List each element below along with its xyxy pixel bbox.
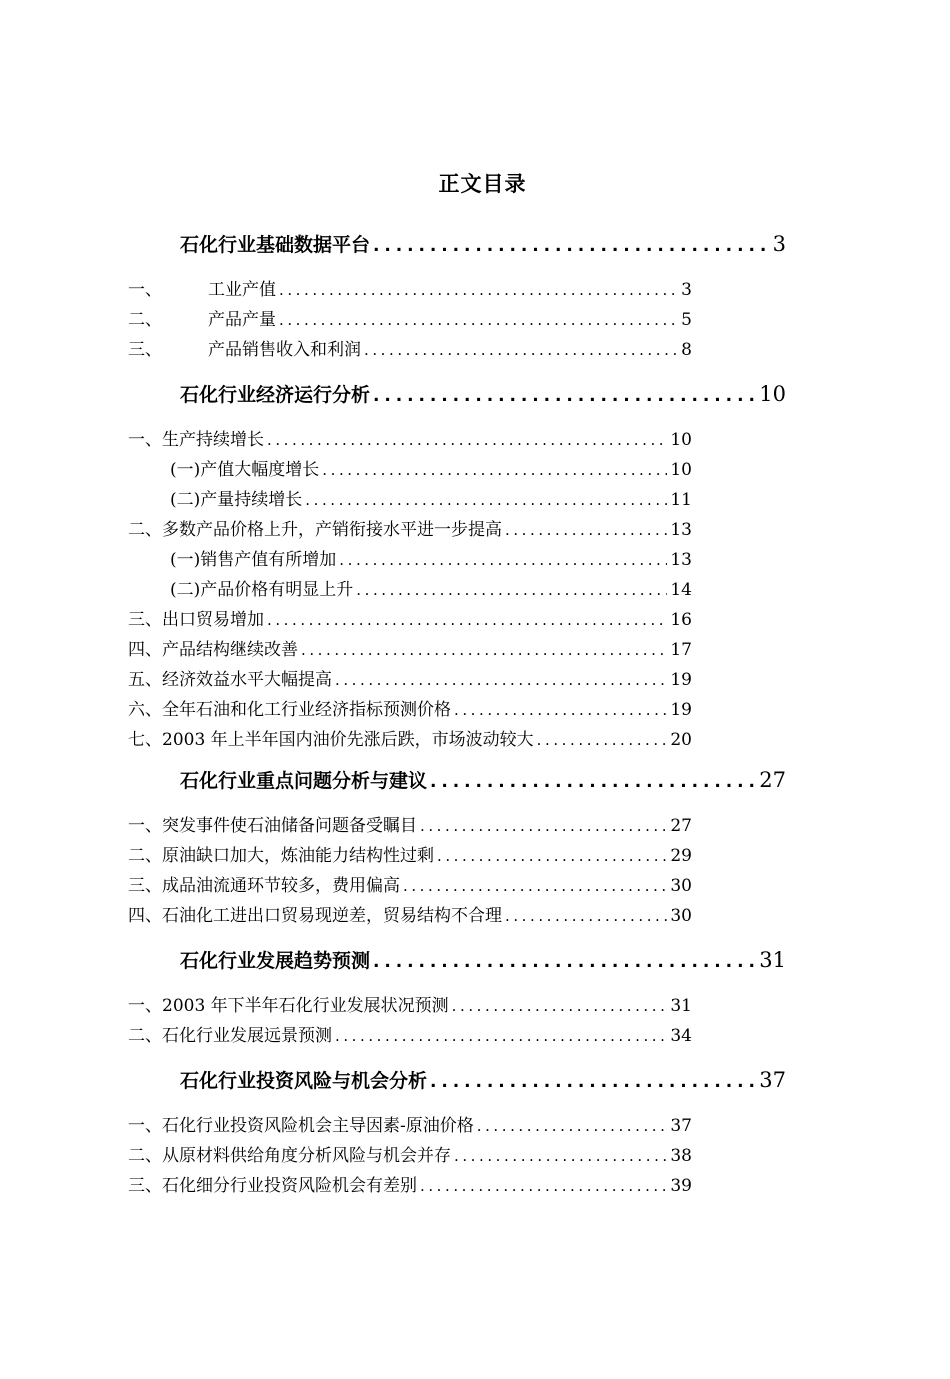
toc-item-label: 2003 年上半年国内油价先涨后跌，市场波动较大 [162,730,534,750]
toc-item-row[interactable] [128,335,692,360]
toc-item-row[interactable] [128,665,692,690]
toc-leader-dots [437,847,667,865]
toc-item-row[interactable] [128,871,692,896]
toc-item-label: 全年石油和化工行业经济指标预测价格 [162,700,451,720]
toc-page-number: 8 [681,340,692,360]
toc-item-index: 二、 [128,1146,162,1166]
toc-leader-dots [267,431,667,449]
toc-leader-dots [420,1177,667,1195]
toc-page-number: 37 [670,1116,692,1136]
toc-item-label: (二)产品价格有明显上升 [170,580,354,600]
toc-leader-dots [420,817,667,835]
toc-page-number: 10 [670,460,692,480]
toc-item-row[interactable] [170,485,692,510]
toc-item-row[interactable] [128,901,692,926]
toc-leader-dots [430,1072,756,1092]
toc-item-text [128,635,298,660]
toc-page-number: 16 [670,610,692,630]
toc-page-number: 29 [670,846,692,866]
toc-item-label: 出口贸易增加 [162,610,264,630]
toc-item-label: 成品油流通环节较多，费用偏高 [162,876,400,896]
toc-item-text [128,841,434,866]
toc-leader-dots [305,491,667,509]
toc-item-index: 二、 [128,520,162,540]
toc-chapter-row[interactable] [180,230,786,257]
page-title: 正文目录 [438,172,527,196]
toc-item-text [128,515,502,540]
toc-item-text [128,1021,332,1046]
toc-chapter-row[interactable] [180,766,786,793]
toc-leader-dots [301,641,667,659]
toc-leader-dots [373,236,770,256]
toc-item-label: (二)产量持续增长 [170,490,303,510]
toc-item-row[interactable] [170,575,692,600]
toc-item-label: 2003 年下半年石化行业发展状况预测 [162,996,449,1016]
toc-page-number: 3 [772,232,786,256]
toc-leader-dots [537,731,668,749]
toc-item-row[interactable] [128,1141,692,1166]
toc-leader-dots [430,772,756,792]
toc-item-index: 二、 [128,846,162,866]
toc-item-row[interactable] [128,425,692,450]
toc-item-label: 从原材料供给角度分析风险与机会并存 [162,1146,451,1166]
toc-leader-dots [454,701,667,719]
toc-leader-dots [335,1027,667,1045]
toc-item-text [128,725,534,750]
toc-item-text [128,305,276,330]
toc-page-number: 34 [670,1026,692,1046]
toc-item-row[interactable] [128,605,692,630]
toc-leader-dots [339,551,667,569]
toc-item-row[interactable] [128,695,692,720]
toc-chapter-row[interactable] [180,946,786,973]
toc-item-label: 生产持续增长 [162,430,264,450]
toc-page-number: 10 [759,382,786,406]
toc-page-number: 10 [670,430,692,450]
toc-item-label: 产品产量 [208,310,276,330]
toc-item-index: 三、 [128,876,162,896]
toc-item-row[interactable] [128,725,692,750]
toc-item-label: 石化行业发展远景预测 [162,1026,332,1046]
toc-item-row[interactable] [128,305,692,330]
toc-chapter-title: 石化行业重点问题分析与建议 [180,770,428,792]
toc-item-index: 六、 [128,700,162,720]
toc-item-label: (一)销售产值有所增加 [170,550,337,570]
toc-leader-dots [477,1117,668,1135]
toc-page-number: 17 [670,640,692,660]
toc-item-label: 突发事件使石油储备问题备受瞩目 [162,816,417,836]
toc-item-row[interactable] [128,1021,692,1046]
toc-item-label: 产品销售收入和利润 [208,340,361,360]
toc-item-text [128,335,361,360]
toc-page-number: 13 [670,520,692,540]
toc-item-row[interactable] [128,841,692,866]
toc-item-index: 三、 [128,610,162,630]
toc-leader-dots [403,877,667,895]
toc-page-number: 39 [670,1176,692,1196]
toc-leader-dots [454,1147,667,1165]
toc-item-text [128,605,264,630]
toc-item-row[interactable] [128,811,692,836]
toc-item-label: (一)产值大幅度增长 [170,460,320,480]
toc-leader-dots [279,281,678,299]
toc-chapter-title: 石化行业基础数据平台 [180,234,371,256]
toc-page-number: 37 [759,1068,786,1092]
toc-item-index: 一、 [128,280,162,300]
toc-item-label: 石化细分行业投资风险机会有差别 [162,1176,417,1196]
toc-page-number: 11 [670,490,692,510]
toc-item-text [128,665,332,690]
toc-item-text [128,871,400,896]
toc-item-row[interactable] [128,991,692,1016]
toc-item-index: 一、 [128,996,162,1016]
toc-item-text [128,1171,417,1196]
toc-chapter-row[interactable] [180,1066,786,1093]
toc-page-number: 5 [681,310,692,330]
toc-page-number: 27 [759,768,786,792]
toc-item-row[interactable] [128,635,692,660]
toc-item-label: 经济效益水平大幅提高 [162,670,332,690]
toc-item-text [128,811,417,836]
toc-item-index: 七、 [128,730,162,750]
toc-item-row[interactable] [170,455,692,480]
toc-page-number: 19 [670,700,692,720]
toc-chapter-row[interactable] [180,380,786,407]
toc-page-number: 13 [670,550,692,570]
toc-leader-dots [267,611,667,629]
toc-item-index: 三、 [128,340,162,360]
toc-item-index: 二、 [128,1026,162,1046]
toc-item-text [128,901,502,926]
toc-item-row[interactable] [170,545,692,570]
toc-item-text [128,1111,474,1136]
toc-leader-dots [356,581,667,599]
toc-item-text [170,455,319,480]
toc-item-text [170,575,353,600]
toc-item-text [128,695,451,720]
toc-item-text [128,425,264,450]
toc-page-number: 3 [681,280,692,300]
toc-item-text [170,485,302,510]
toc-item-row[interactable] [128,275,692,300]
toc-item-text [128,275,276,300]
toc-page-number: 30 [670,876,692,896]
toc-item-text [170,545,336,570]
toc-page-number: 38 [670,1146,692,1166]
toc-item-index: 一、 [128,816,162,836]
toc-leader-dots [335,671,667,689]
toc-page-number: 31 [670,996,692,1016]
toc-chapter-title: 石化行业经济运行分析 [180,384,371,406]
toc-item-label: 石化行业投资风险机会主导因素-原油价格 [162,1116,474,1136]
toc-item-label: 原油缺口加大，炼油能力结构性过剩 [162,846,434,866]
toc-item-row[interactable] [128,1111,692,1136]
toc-item-index: 四、 [128,906,162,926]
toc-item-label: 石油化工进出口贸易现逆差，贸易结构不合理 [162,906,502,926]
toc-page-number: 30 [670,906,692,926]
toc-leader-dots [505,907,667,925]
toc-item-row[interactable] [128,515,692,540]
toc-item-index: 三、 [128,1176,162,1196]
toc-item-text [128,991,449,1016]
toc-item-text [128,1141,451,1166]
toc-item-index: 一、 [128,430,162,450]
toc-leader-dots [279,311,678,329]
toc-item-index: 一、 [128,1116,162,1136]
toc-item-label: 工业产值 [208,280,276,300]
toc-leader-dots [364,341,678,359]
toc-leader-dots [322,461,667,479]
toc-item-index: 二、 [128,310,162,330]
toc-chapter-title: 石化行业投资风险与机会分析 [180,1070,428,1092]
toc-page-number: 31 [759,948,786,972]
toc-item-label: 多数产品价格上升，产销衔接水平进一步提高 [162,520,502,540]
toc-item-index: 五、 [128,670,162,690]
toc-page-number: 20 [670,730,692,750]
toc-chapter-title: 石化行业发展趋势预测 [180,950,371,972]
toc-page-number: 14 [670,580,692,600]
toc-item-label: 产品结构继续改善 [162,640,298,660]
toc-leader-dots [373,386,756,406]
toc-leader-dots [452,997,668,1015]
toc-item-index: 四、 [128,640,162,660]
toc-page-number: 19 [670,670,692,690]
toc-item-row[interactable] [128,1171,692,1196]
toc-leader-dots [373,952,756,972]
toc-leader-dots [505,521,667,539]
toc-page-number: 27 [670,816,692,836]
